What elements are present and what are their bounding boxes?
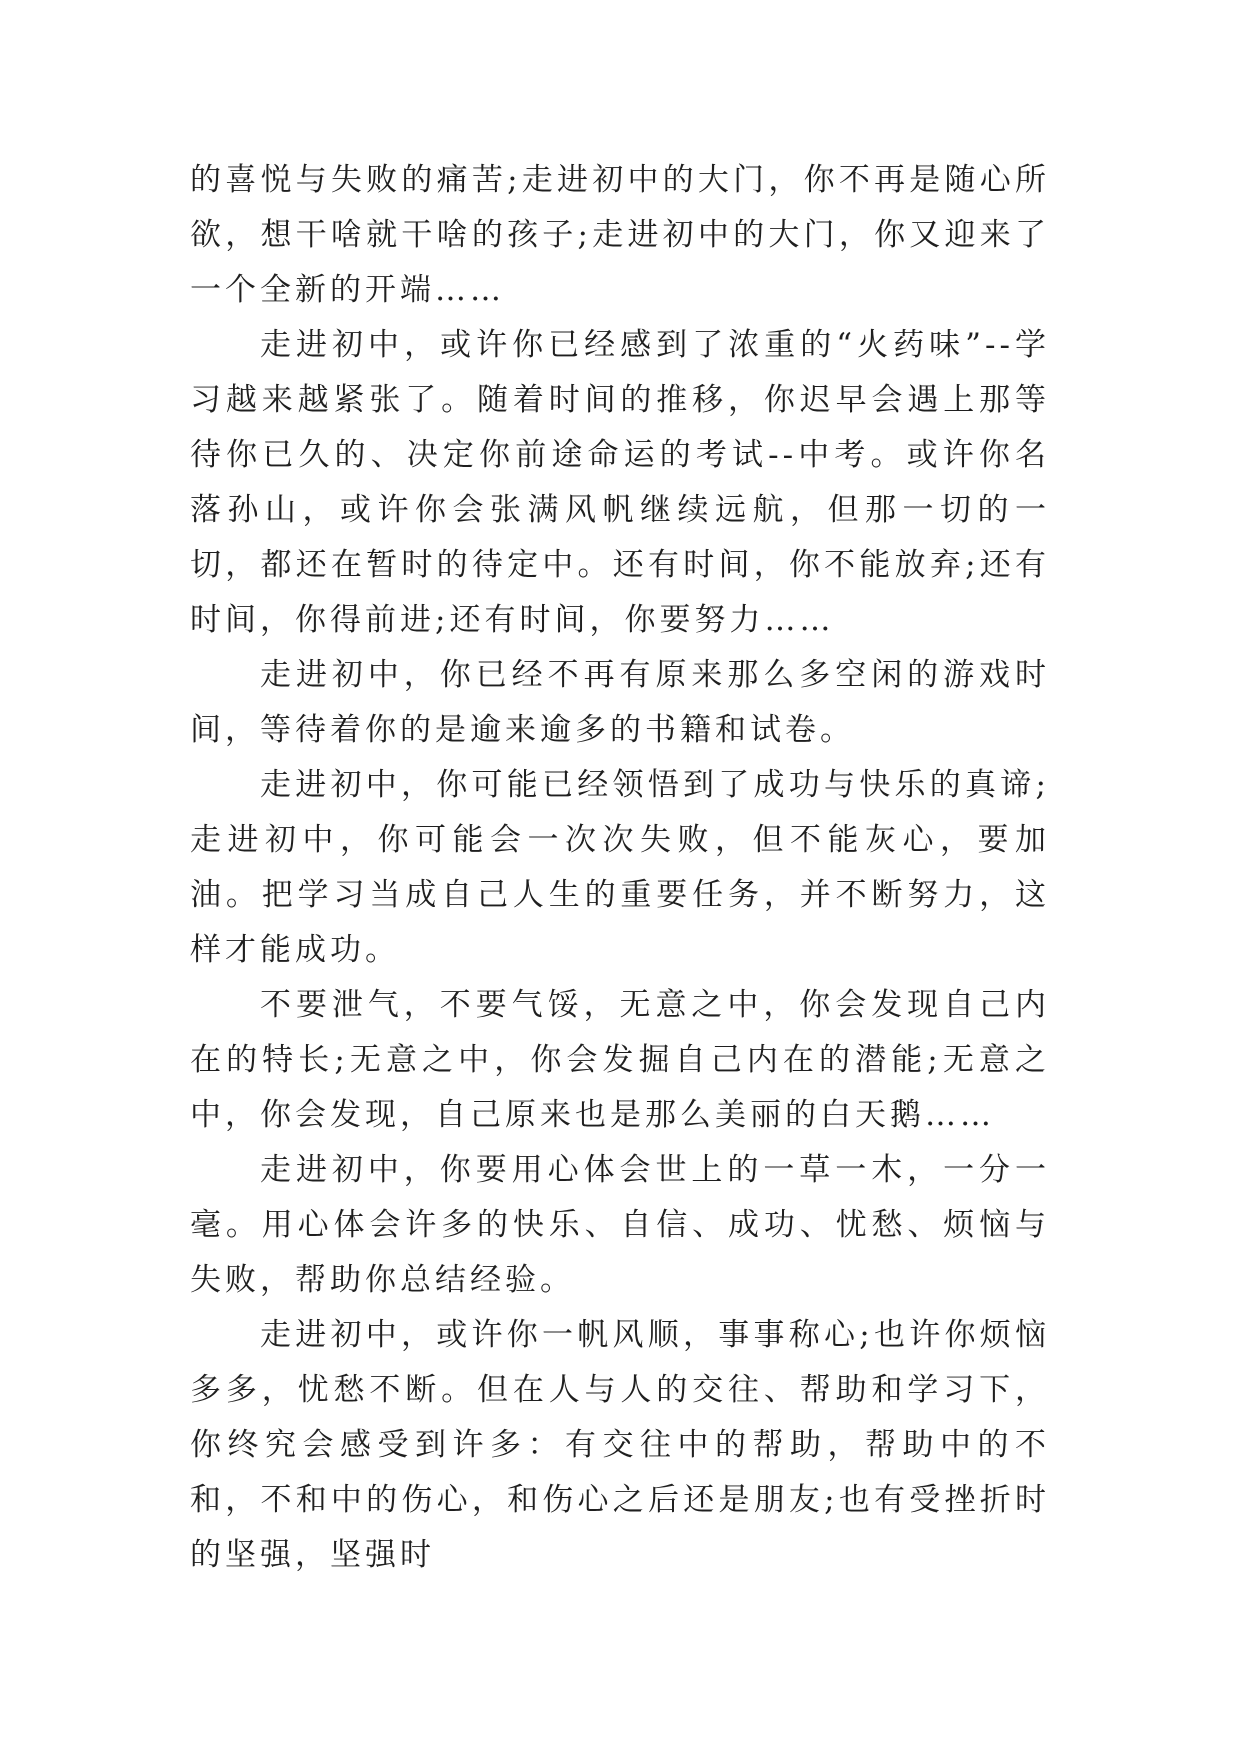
paragraph-3: 走进初中，你已经不再有原来那么多空闲的游戏时间，等待着你的是逾来逾多的书籍和试卷。 — [190, 657, 1050, 748]
paragraph-5: 不要泄气，不要气馁，无意之中，你会发现自己内在的特长;无意之中，你会发掘自己内在的潜能;无意之中，你会发现，自己原来也是那么美丽的白天鹅…… — [190, 987, 1050, 1133]
paragraph-2: 走进初中，或许你已经感到了浓重的“火药味”--学习越来越紧张了。随着时间的推移，你迟早会遇上那等待你已久的、决定你前途命运的考试--中考。或许你名落孙山，或许你会张满风帆继续远航，但那一切的一切，都还在暂时的待定中。还有时间，你不能放弃;还有时间，你得前进;还有时间，你要努力…… — [190, 327, 1050, 638]
paragraph-6: 走进初中，你要用心体会世上的一草一木，一分一毫。用心体会许多的快乐、自信、成功、忧愁、烦恼与失败，帮助你总结经验。 — [190, 1152, 1050, 1298]
paragraph-1: 的喜悦与失败的痛苦;走进初中的大门，你不再是随心所欲，想干啥就干啥的孩子;走进初中的大门，你又迎来了一个全新的开端…… — [190, 162, 1050, 308]
document-body — [190, 153, 1050, 1583]
paragraph-7: 走进初中，或许你一帆风顺，事事称心;也许你烦恼多多，忧愁不断。但在人与人的交往、帮助和学习下，你终究会感受到许多：有交往中的帮助，帮助中的不和，不和中的伤心，和伤心之后还是朋友;也有受挫折时的坚强，坚强时 — [190, 1317, 1050, 1573]
paragraph-4: 走进初中，你可能已经领悟到了成功与快乐的真谛;走进初中，你可能会一次次失败，但不能灰心，要加油。把学习当成自己人生的重要任务，并不断努力，这样才能成功。 — [190, 767, 1050, 968]
